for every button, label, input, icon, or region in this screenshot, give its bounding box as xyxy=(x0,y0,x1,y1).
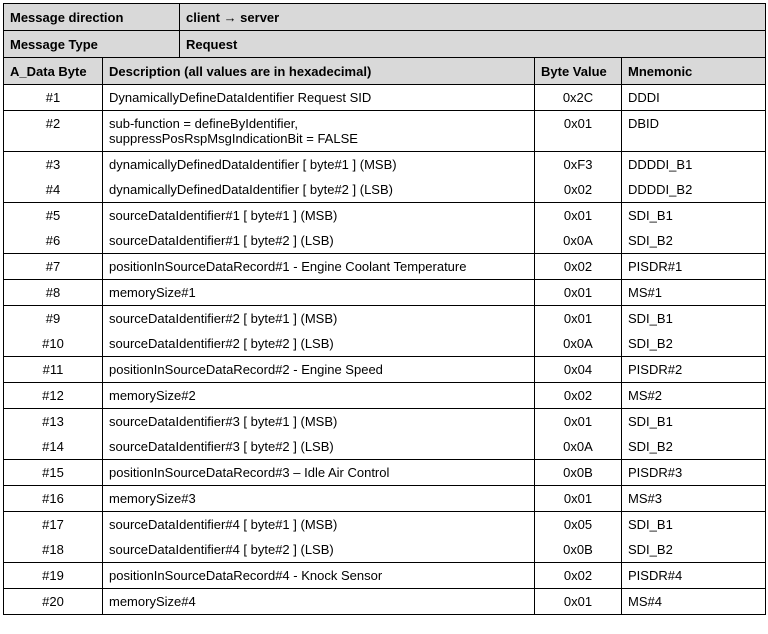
table-row xyxy=(4,357,766,383)
mnemonic-cell: SDI_B2 xyxy=(622,228,766,254)
byte-value-cell: 0x02 xyxy=(535,563,622,589)
description-line-1: sub-function = defineByIdentifier, xyxy=(109,116,298,131)
description-cell: DynamicallyDefineDataIdentifier Request SID xyxy=(103,85,535,111)
description-cell: sourceDataIdentifier#2 [ byte#1 ] (MSB) xyxy=(103,306,535,332)
mnemonic-cell: MS#1 xyxy=(622,280,766,306)
byte-cell: #2 xyxy=(4,111,103,152)
mnemonic-cell: SDI_B1 xyxy=(622,512,766,538)
byte-value-cell: 0x05 xyxy=(535,512,622,538)
byte-value-cell: 0x01 xyxy=(535,203,622,229)
byte-cell: #14 xyxy=(4,434,103,460)
table-row xyxy=(4,434,766,460)
column-header-description: Description (all values are in hexadecimal) xyxy=(103,58,535,85)
table-row xyxy=(4,111,766,152)
byte-cell: #7 xyxy=(4,254,103,280)
byte-cell: #9 xyxy=(4,306,103,332)
table-row xyxy=(4,254,766,280)
byte-value-cell: 0x04 xyxy=(535,357,622,383)
description-cell: sourceDataIdentifier#3 [ byte#1 ] (MSB) xyxy=(103,409,535,435)
mnemonic-cell: SDI_B2 xyxy=(622,331,766,357)
byte-value-cell: 0x02 xyxy=(535,383,622,409)
table-row xyxy=(4,486,766,512)
byte-cell: #1 xyxy=(4,85,103,111)
column-header-value: Byte Value xyxy=(535,58,622,85)
column-header-mnemonic: Mnemonic xyxy=(622,58,766,85)
table-row xyxy=(4,512,766,538)
type-row xyxy=(4,31,766,58)
description-cell: sourceDataIdentifier#4 [ byte#1 ] (MSB) xyxy=(103,512,535,538)
byte-value-cell: 0x01 xyxy=(535,111,622,152)
byte-cell: #15 xyxy=(4,460,103,486)
byte-value-cell: 0x0A xyxy=(535,434,622,460)
byte-cell: #16 xyxy=(4,486,103,512)
byte-value-cell: 0x01 xyxy=(535,589,622,615)
message-table-frame xyxy=(3,3,765,615)
type-label: Message Type xyxy=(4,31,180,58)
byte-cell: #11 xyxy=(4,357,103,383)
mnemonic-cell: SDI_B1 xyxy=(622,203,766,229)
table-row xyxy=(4,383,766,409)
direction-value: client → server xyxy=(180,4,766,31)
mnemonic-cell: PISDR#4 xyxy=(622,563,766,589)
byte-cell: #5 xyxy=(4,203,103,229)
description-line-2: suppressPosRspMsgIndicationBit = FALSE xyxy=(109,131,358,146)
description-cell: memorySize#3 xyxy=(103,486,535,512)
mnemonic-cell: SDI_B2 xyxy=(622,434,766,460)
table-row xyxy=(4,331,766,357)
byte-value-cell: 0x0A xyxy=(535,331,622,357)
table-row xyxy=(4,306,766,332)
byte-cell: #18 xyxy=(4,537,103,563)
description-cell: positionInSourceDataRecord#2 - Engine Speed xyxy=(103,357,535,383)
mnemonic-cell: SDI_B2 xyxy=(622,537,766,563)
byte-cell: #3 xyxy=(4,152,103,178)
description-cell: positionInSourceDataRecord#4 - Knock Sensor xyxy=(103,563,535,589)
mnemonic-cell: MS#3 xyxy=(622,486,766,512)
mnemonic-cell: DDDI xyxy=(622,85,766,111)
byte-cell: #20 xyxy=(4,589,103,615)
table-row xyxy=(4,228,766,254)
description-cell: sourceDataIdentifier#4 [ byte#2 ] (LSB) xyxy=(103,537,535,563)
column-header-byte: A_Data Byte xyxy=(4,58,103,85)
description-cell: positionInSourceDataRecord#3 – Idle Air Control xyxy=(103,460,535,486)
mnemonic-cell: PISDR#1 xyxy=(622,254,766,280)
description-cell: memorySize#4 xyxy=(103,589,535,615)
description-cell: memorySize#2 xyxy=(103,383,535,409)
description-cell xyxy=(103,111,535,152)
description-cell: sourceDataIdentifier#3 [ byte#2 ] (LSB) xyxy=(103,434,535,460)
table-row xyxy=(4,152,766,178)
description-cell: sourceDataIdentifier#2 [ byte#2 ] (LSB) xyxy=(103,331,535,357)
byte-value-cell: 0x0B xyxy=(535,460,622,486)
mnemonic-cell: SDI_B1 xyxy=(622,306,766,332)
description-cell: dynamicallyDefinedDataIdentifier [ byte#1 ] (MSB) xyxy=(103,152,535,178)
byte-cell: #12 xyxy=(4,383,103,409)
byte-cell: #4 xyxy=(4,177,103,203)
byte-value-cell: 0x02 xyxy=(535,177,622,203)
byte-value-cell: 0xF3 xyxy=(535,152,622,178)
description-cell: positionInSourceDataRecord#1 - Engine Coolant Temperature xyxy=(103,254,535,280)
byte-value-cell: 0x2C xyxy=(535,85,622,111)
byte-cell: #17 xyxy=(4,512,103,538)
direction-row xyxy=(4,4,766,31)
mnemonic-cell: DDDDI_B1 xyxy=(622,152,766,178)
mnemonic-cell: PISDR#2 xyxy=(622,357,766,383)
type-value: Request xyxy=(180,31,766,58)
mnemonic-cell: MS#2 xyxy=(622,383,766,409)
byte-cell: #19 xyxy=(4,563,103,589)
byte-value-cell: 0x0A xyxy=(535,228,622,254)
description-cell: sourceDataIdentifier#1 [ byte#1 ] (MSB) xyxy=(103,203,535,229)
table-row xyxy=(4,177,766,203)
column-header-row xyxy=(4,58,766,85)
mnemonic-cell: DDDDI_B2 xyxy=(622,177,766,203)
table-row xyxy=(4,537,766,563)
table-row xyxy=(4,460,766,486)
table-body xyxy=(4,85,766,615)
description-cell: sourceDataIdentifier#1 [ byte#2 ] (LSB) xyxy=(103,228,535,254)
mnemonic-cell: SDI_B1 xyxy=(622,409,766,435)
mnemonic-cell: PISDR#3 xyxy=(622,460,766,486)
mnemonic-cell: MS#4 xyxy=(622,589,766,615)
mnemonic-cell: DBID xyxy=(622,111,766,152)
table-row xyxy=(4,85,766,111)
table-row xyxy=(4,280,766,306)
byte-value-cell: 0x02 xyxy=(535,254,622,280)
byte-value-cell: 0x01 xyxy=(535,306,622,332)
byte-value-cell: 0x01 xyxy=(535,409,622,435)
byte-value-cell: 0x0B xyxy=(535,537,622,563)
table-row xyxy=(4,203,766,229)
byte-cell: #8 xyxy=(4,280,103,306)
byte-cell: #13 xyxy=(4,409,103,435)
byte-cell: #6 xyxy=(4,228,103,254)
byte-cell: #10 xyxy=(4,331,103,357)
table-row xyxy=(4,563,766,589)
byte-value-cell: 0x01 xyxy=(535,280,622,306)
table-row xyxy=(4,589,766,615)
byte-value-cell: 0x01 xyxy=(535,486,622,512)
table-row xyxy=(4,409,766,435)
message-table xyxy=(3,3,766,615)
description-cell: memorySize#1 xyxy=(103,280,535,306)
description-cell: dynamicallyDefinedDataIdentifier [ byte#2 ] (LSB) xyxy=(103,177,535,203)
direction-label: Message direction xyxy=(4,4,180,31)
